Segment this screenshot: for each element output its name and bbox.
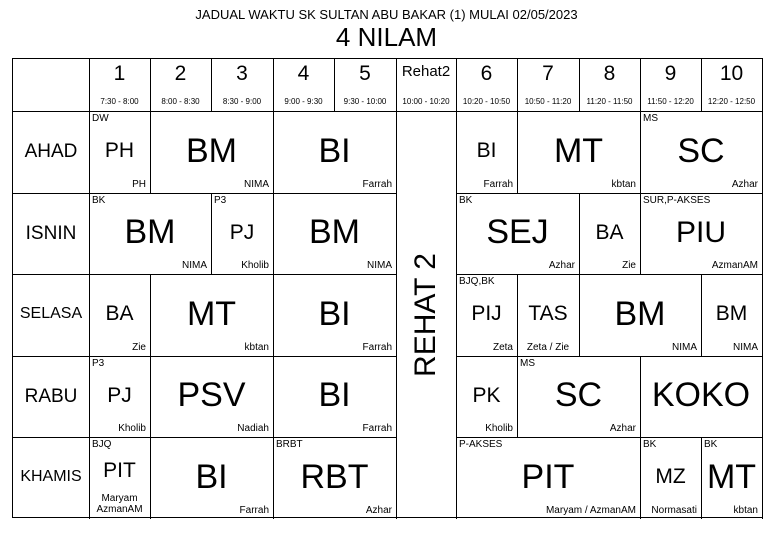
lesson-teacher: Farrah [362,342,392,353]
period-number: 5 [359,62,371,85]
grid-line [273,59,274,111]
lesson-teacher: Azhar [731,179,758,190]
lesson-subject: PJ [229,220,255,244]
lesson-subject: BA [105,302,134,326]
lesson-teacher: Kholib [485,423,513,434]
lesson-subject: BM [715,302,748,326]
lesson-subject: BM [614,294,666,333]
lesson-subject: SC [677,131,725,170]
period-time: 10:20 - 10:50 [462,97,511,106]
lesson-subject: BM [124,213,176,252]
lesson-subject: BI [318,131,351,170]
lesson-teacher: kbtan [733,505,758,516]
lesson-teacher: AzmanAM [711,260,758,271]
lesson-tag: BJQ,BK [459,276,495,287]
lesson-tag: SUR,P-AKSES [643,195,711,206]
timetable-grid [12,58,763,518]
lesson-cell[interactable] [517,356,640,437]
grid-line [13,356,396,357]
lesson-subject: RBT [300,457,369,496]
class-name: 4 NILAM [335,22,438,52]
period-number: 1 [113,62,126,85]
lesson-cell[interactable] [273,274,396,356]
lesson-subject: MT [706,457,757,496]
day-label: RABU [24,385,78,407]
lesson-cell[interactable] [517,274,579,356]
lesson-subject: PIU [675,215,726,249]
lesson-teacher: Zie [622,260,636,271]
lesson-subject: BA [595,220,624,244]
lesson-teacher: Azhar [365,505,392,516]
lesson-cell[interactable] [456,111,517,193]
lesson-cell[interactable] [640,437,701,519]
lesson-cell[interactable] [640,193,762,274]
lesson-teacher: NIMA [733,342,758,353]
period-time: 10:00 - 10:20 [402,97,450,106]
lesson-tag: MS [643,113,658,124]
lesson-teacher: kbtan [611,179,636,190]
lesson-cell[interactable] [640,111,762,193]
period-time: 11:50 - 12:20 [647,97,694,106]
period-number: 8 [603,62,616,85]
lesson-teacher: Azhar [609,423,636,434]
day-label: KHAMIS [20,468,82,485]
lesson-subject: PIT [521,457,575,496]
lesson-teacher: NIMA [367,260,392,271]
lesson-tag: BK [704,439,718,450]
lesson-cell[interactable] [456,437,640,519]
lesson-subject: BM [309,213,360,252]
grid-line [517,59,518,111]
lesson-tag: BK [459,195,473,206]
grid-line [396,111,456,112]
lesson-subject: BI [195,457,228,496]
lesson-subject: PSV [177,376,246,415]
lesson-subject: PK [472,383,501,407]
lesson-tag: BK [92,195,106,206]
lesson-subject: MZ [655,465,686,489]
lesson-cell[interactable] [89,111,150,193]
day-label: ISNIN [25,222,77,244]
lesson-teacher: NIMA [182,260,207,271]
rehat-period-label: Rehat2 [401,63,451,80]
lesson-cell[interactable] [211,193,273,274]
grid-line [456,111,762,112]
lesson-tag: P-AKSES [459,439,503,450]
lesson-teacher: Farrah [483,179,513,190]
lesson-subject: PIT [103,459,136,483]
grid-line [456,193,762,194]
lesson-teacher: Normasati [651,505,697,516]
lesson-tag: BK [643,439,657,450]
lesson-cell[interactable] [701,437,762,519]
grid-line [762,274,763,356]
period-time: 9:00 - 9:30 [284,97,323,106]
lesson-teacher: Azhar [548,260,575,271]
lesson-teacher: Kholib [118,423,146,434]
grid-line [13,437,396,438]
lesson-teacher: NIMA [672,342,697,353]
lesson-cell[interactable] [456,356,517,437]
period-time: 8:00 - 8:30 [161,97,200,106]
lesson-teacher: Maryam / AzmanAM [545,505,636,516]
period-number: 9 [664,62,677,85]
lesson-cell[interactable] [579,193,640,274]
day-label: AHAD [24,141,78,162]
lesson-subject: TAS [528,302,568,326]
grid-line [701,59,702,111]
grid-line [456,274,762,275]
lesson-teacher: Farrah [362,179,392,190]
lesson-tag: P3 [214,195,227,206]
lesson-cell[interactable] [150,111,273,193]
rehat-label: REHAT 2 [409,253,442,377]
lesson-teacher: Farrah [362,423,392,434]
lesson-teacher: Nadiah [237,423,269,434]
grid-line [762,356,763,437]
period-time: 7:30 - 8:00 [100,97,139,106]
rehat-column [396,111,456,519]
grid-line [762,193,763,274]
lesson-cell[interactable] [89,356,150,437]
lesson-subject: SEJ [486,213,549,252]
grid-line [640,59,641,111]
lesson-subject: MT [186,294,237,333]
grid-line [13,274,396,275]
period-time: 10:50 - 11:20 [524,97,572,106]
period-number: 3 [236,62,248,85]
lesson-teacher: Farrah [239,505,269,516]
lesson-tag: P3 [92,358,105,369]
grid-line [89,59,90,519]
lesson-subject: BI [318,294,351,333]
period-number: 2 [174,62,187,85]
grid-line [150,59,151,111]
period-time: 11:20 - 11:50 [586,97,633,106]
period-time: 12:20 - 12:50 [707,97,756,106]
lesson-teacher: Zie [132,342,146,353]
lesson-subject: PIJ [471,302,502,326]
lesson-subject: SC [554,376,603,415]
lesson-teacher: Zeta / Zie [526,342,570,353]
lesson-teacher: kbtan [244,342,269,353]
grid-line [13,111,396,112]
lesson-tag: MS [520,358,535,369]
lesson-teacher: Kholib [241,260,269,271]
lesson-cell[interactable] [456,274,517,356]
day-label: SELASA [19,305,83,322]
period-number: 10 [719,62,744,85]
grid-line [334,59,335,111]
lesson-subject: PH [104,139,135,163]
grid-line [211,59,212,111]
period-time: 9:30 - 10:00 [343,97,387,106]
lesson-subject: BM [186,131,237,170]
lesson-cell[interactable] [273,356,396,437]
lesson-cell[interactable] [579,274,701,356]
period-time: 8:30 - 9:00 [222,97,262,106]
grid-line [762,437,763,519]
lesson-cell[interactable] [150,274,273,356]
period-number: 6 [480,62,493,85]
lesson-subject: MT [553,131,604,170]
lesson-cell[interactable] [640,356,762,437]
lesson-tag: BJQ [92,439,112,450]
lesson-cell[interactable] [273,193,396,274]
grid-line [579,59,580,111]
lesson-teacher: Maryam AzmanAM [96,493,143,515]
timetable-title: JADUAL WAKTU SK SULTAN ABU BAKAR (1) MULAI 02/05/2023 [195,7,578,22]
lesson-cell[interactable] [89,437,150,519]
grid-line [13,193,396,194]
period-number: 4 [297,62,310,85]
grid-line [456,356,762,357]
lesson-cell[interactable] [456,193,579,274]
grid-line [456,437,762,438]
grid-line [396,59,397,519]
lesson-cell[interactable] [701,274,762,356]
lesson-cell[interactable] [150,437,273,519]
lesson-cell[interactable] [150,356,273,437]
lesson-subject: PJ [107,383,132,407]
lesson-subject: BI [476,139,497,163]
grid-line [456,59,457,519]
grid-line [762,111,763,193]
lesson-teacher: PH [132,179,146,190]
period-number: 7 [542,62,554,85]
lesson-subject: BI [318,376,351,415]
lesson-cell[interactable] [89,274,150,356]
lesson-teacher: NIMA [244,179,269,190]
lesson-teacher: Zeta [492,342,513,353]
lesson-cell[interactable] [273,111,396,193]
lesson-cell[interactable] [273,437,396,519]
lesson-subject: KOKO [651,376,751,415]
lesson-tag: BRBT [276,439,303,450]
lesson-cell[interactable] [89,193,211,274]
lesson-tag: DW [92,113,109,124]
lesson-cell[interactable] [517,111,640,193]
